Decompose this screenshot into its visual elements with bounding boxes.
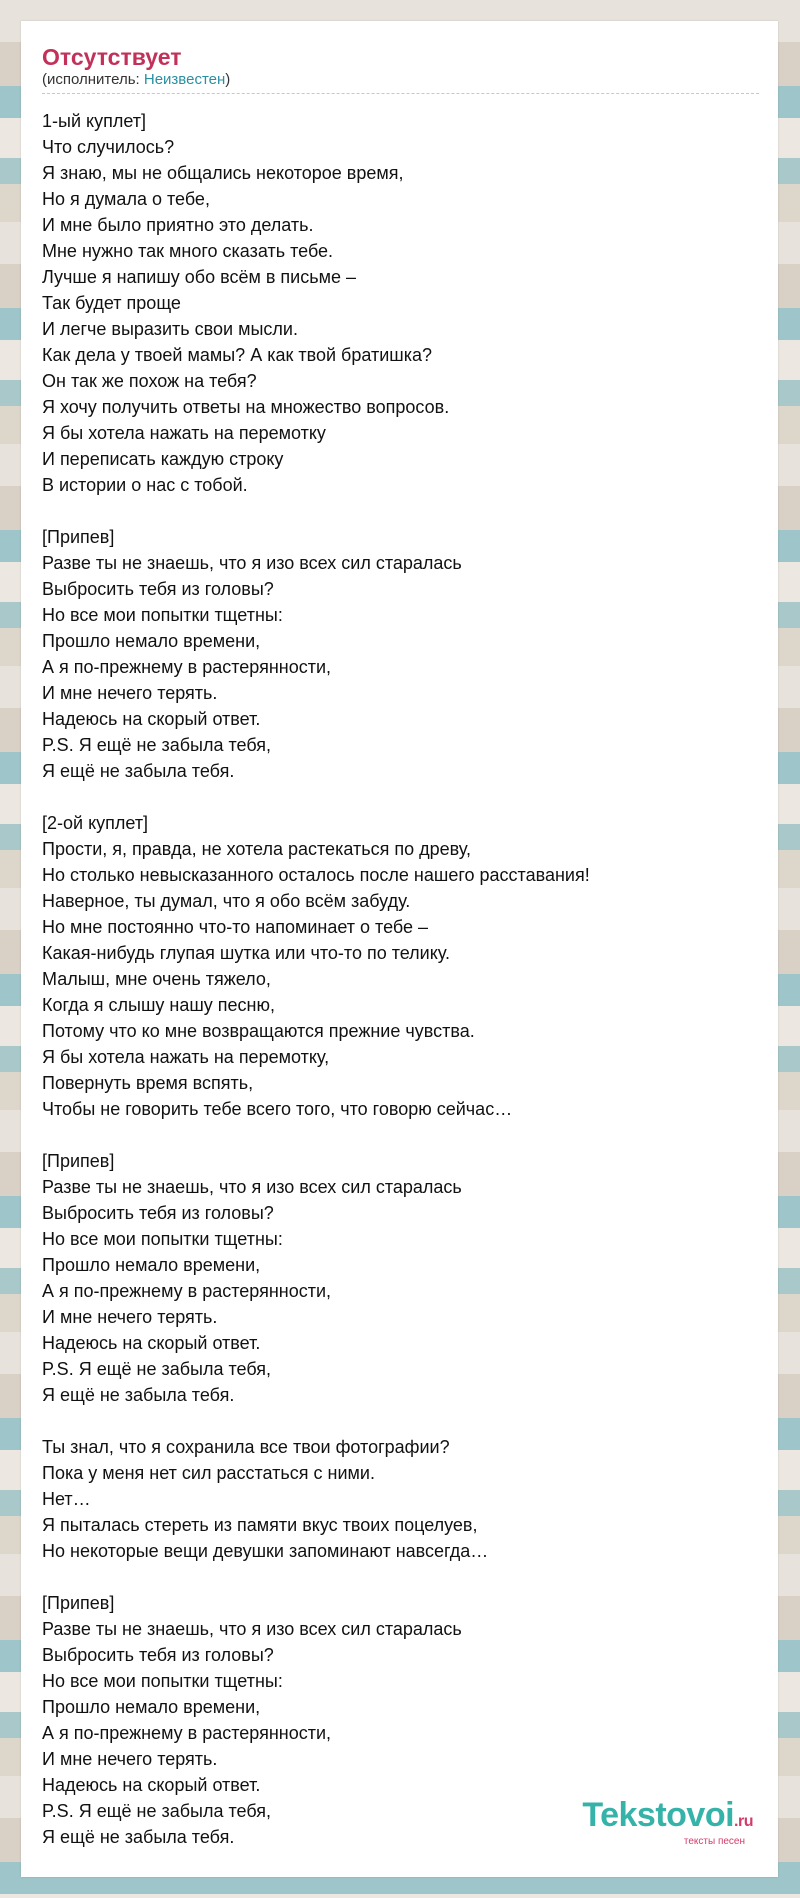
lyric-line: Чтобы не говорить тебе всего того, что говорю сейчас… (42, 1099, 513, 1119)
lyric-line: Пока у меня нет сил расстаться с ними. (42, 1463, 375, 1483)
lyric-line: Выбросить тебя из головы? (42, 579, 274, 599)
lyric-line: И мне нечего терять. (42, 1307, 218, 1327)
artist-suffix: ) (225, 71, 231, 88)
lyric-line: Я бы хотела нажать на перемотку (42, 423, 326, 443)
lyric-line: Выбросить тебя из головы? (42, 1645, 274, 1665)
lyric-line: Прошло немало времени, (42, 1697, 261, 1717)
lyric-line: А я по-прежнему в растерянности, (42, 1723, 332, 1743)
lyric-line: Я бы хотела нажать на перемотку, (42, 1047, 330, 1067)
lyric-line: Мне нужно так много сказать тебе. (42, 241, 334, 261)
lyric-line: И переписать каждую строку (42, 449, 284, 469)
site-logo[interactable] (582, 1798, 753, 1847)
lyric-line: И мне было приятно это делать. (42, 215, 314, 235)
stanza-gap (42, 1408, 757, 1434)
lyric-line: Выбросить тебя из головы? (42, 1203, 274, 1223)
stanza-gap (42, 498, 757, 524)
lyric-line: [Припев] (42, 527, 115, 547)
lyric-line: P.S. Я ещё не забыла тебя, (42, 735, 272, 755)
lyric-line: Потому что ко мне возвращаются прежние чувства. (42, 1021, 475, 1041)
stanza-gap (42, 1564, 757, 1590)
lyrics-text (42, 108, 757, 1850)
lyric-line: Разве ты не знаешь, что я изо всех сил старалась (42, 1619, 462, 1639)
lyric-line: Но столько невысказанного осталось после нашего расставания! (42, 865, 590, 885)
lyric-line: Ты знал, что я сохранила все твои фотографии? (42, 1437, 450, 1457)
song-title: Отсутствует (42, 44, 182, 70)
lyric-line: Я ещё не забыла тебя. (42, 761, 235, 781)
lyric-line: Но я думала о тебе, (42, 189, 210, 209)
lyric-line: В истории о нас с тобой. (42, 475, 248, 495)
lyric-line: Прости, я, правда, не хотела растекаться по древу, (42, 839, 471, 859)
lyric-line: Но все мои попытки тщетны: (42, 1229, 283, 1249)
lyric-line: Повернуть время вспять, (42, 1073, 254, 1093)
lyric-line: Я знаю, мы не общались некоторое время, (42, 163, 404, 183)
lyric-line: Разве ты не знаешь, что я изо всех сил старалась (42, 1177, 462, 1197)
lyric-line: Он так же похож на тебя? (42, 371, 257, 391)
lyric-line: Как дела у твоей мамы? А как твой братишка? (42, 345, 432, 365)
lyric-line: Какая-нибудь глупая шутка или что-то по телику. (42, 943, 450, 963)
logo-tld: .ru (734, 1813, 753, 1830)
lyric-line: Малыш, мне очень тяжело, (42, 969, 271, 989)
stanza-gap (42, 1122, 757, 1148)
lyric-line: 1-ый куплет] (42, 111, 146, 131)
lyric-line: P.S. Я ещё не забыла тебя, (42, 1801, 272, 1821)
lyric-line: Когда я слышу нашу песню, (42, 995, 275, 1015)
lyric-line: И мне нечего терять. (42, 683, 218, 703)
lyric-line: [Припев] (42, 1151, 115, 1171)
lyric-line: Я ещё не забыла тебя. (42, 1385, 235, 1405)
lyric-line: Надеюсь на скорый ответ. (42, 709, 261, 729)
lyric-line: И мне нечего терять. (42, 1749, 218, 1769)
stanza-gap (42, 784, 757, 810)
lyric-line: Прошло немало времени, (42, 1255, 261, 1275)
lyric-line: А я по-прежнему в растерянности, (42, 657, 332, 677)
lyric-line: Наверное, ты думал, что я обо всём забуду. (42, 891, 411, 911)
lyric-line: Но некоторые вещи девушки запоминают навсегда… (42, 1541, 489, 1561)
lyric-line: [2-ой куплет] (42, 813, 149, 833)
lyric-line: Нет… (42, 1489, 91, 1509)
lyric-line: Но все мои попытки тщетны: (42, 605, 283, 625)
logo-name: Tekstovoi (582, 1796, 735, 1834)
lyric-line: Но все мои попытки тщетны: (42, 1671, 283, 1691)
lyric-line: Лучше я напишу обо всём в письме – (42, 267, 357, 287)
song-subtitle (42, 71, 759, 94)
logo-tagline: тексты песен (683, 1836, 745, 1847)
lyric-line: И легче выразить свои мысли. (42, 319, 298, 339)
lyric-line: Что случилось? (42, 137, 175, 157)
lyric-line: Надеюсь на скорый ответ. (42, 1333, 261, 1353)
lyric-line: Но мне постоянно что-то напоминает о тебе – (42, 917, 429, 937)
lyric-line: Надеюсь на скорый ответ. (42, 1775, 261, 1795)
lyric-line: Я ещё не забыла тебя. (42, 1827, 235, 1847)
lyric-line: Прошло немало времени, (42, 631, 261, 651)
artist-link[interactable]: Неизвестен (143, 71, 226, 88)
lyric-line: Разве ты не знаешь, что я изо всех сил старалась (42, 553, 462, 573)
lyrics-card (21, 21, 778, 1877)
lyric-line: А я по-прежнему в растерянности, (42, 1281, 332, 1301)
lyric-line: [Припев] (42, 1593, 115, 1613)
artist-prefix: (исполнитель: (42, 71, 144, 88)
lyric-line: Я хочу получить ответы на множество вопросов. (42, 397, 450, 417)
lyric-line: Так будет проще (42, 293, 181, 313)
lyric-line: P.S. Я ещё не забыла тебя, (42, 1359, 272, 1379)
lyric-line: Я пыталась стереть из памяти вкус твоих поцелуев, (42, 1515, 478, 1535)
